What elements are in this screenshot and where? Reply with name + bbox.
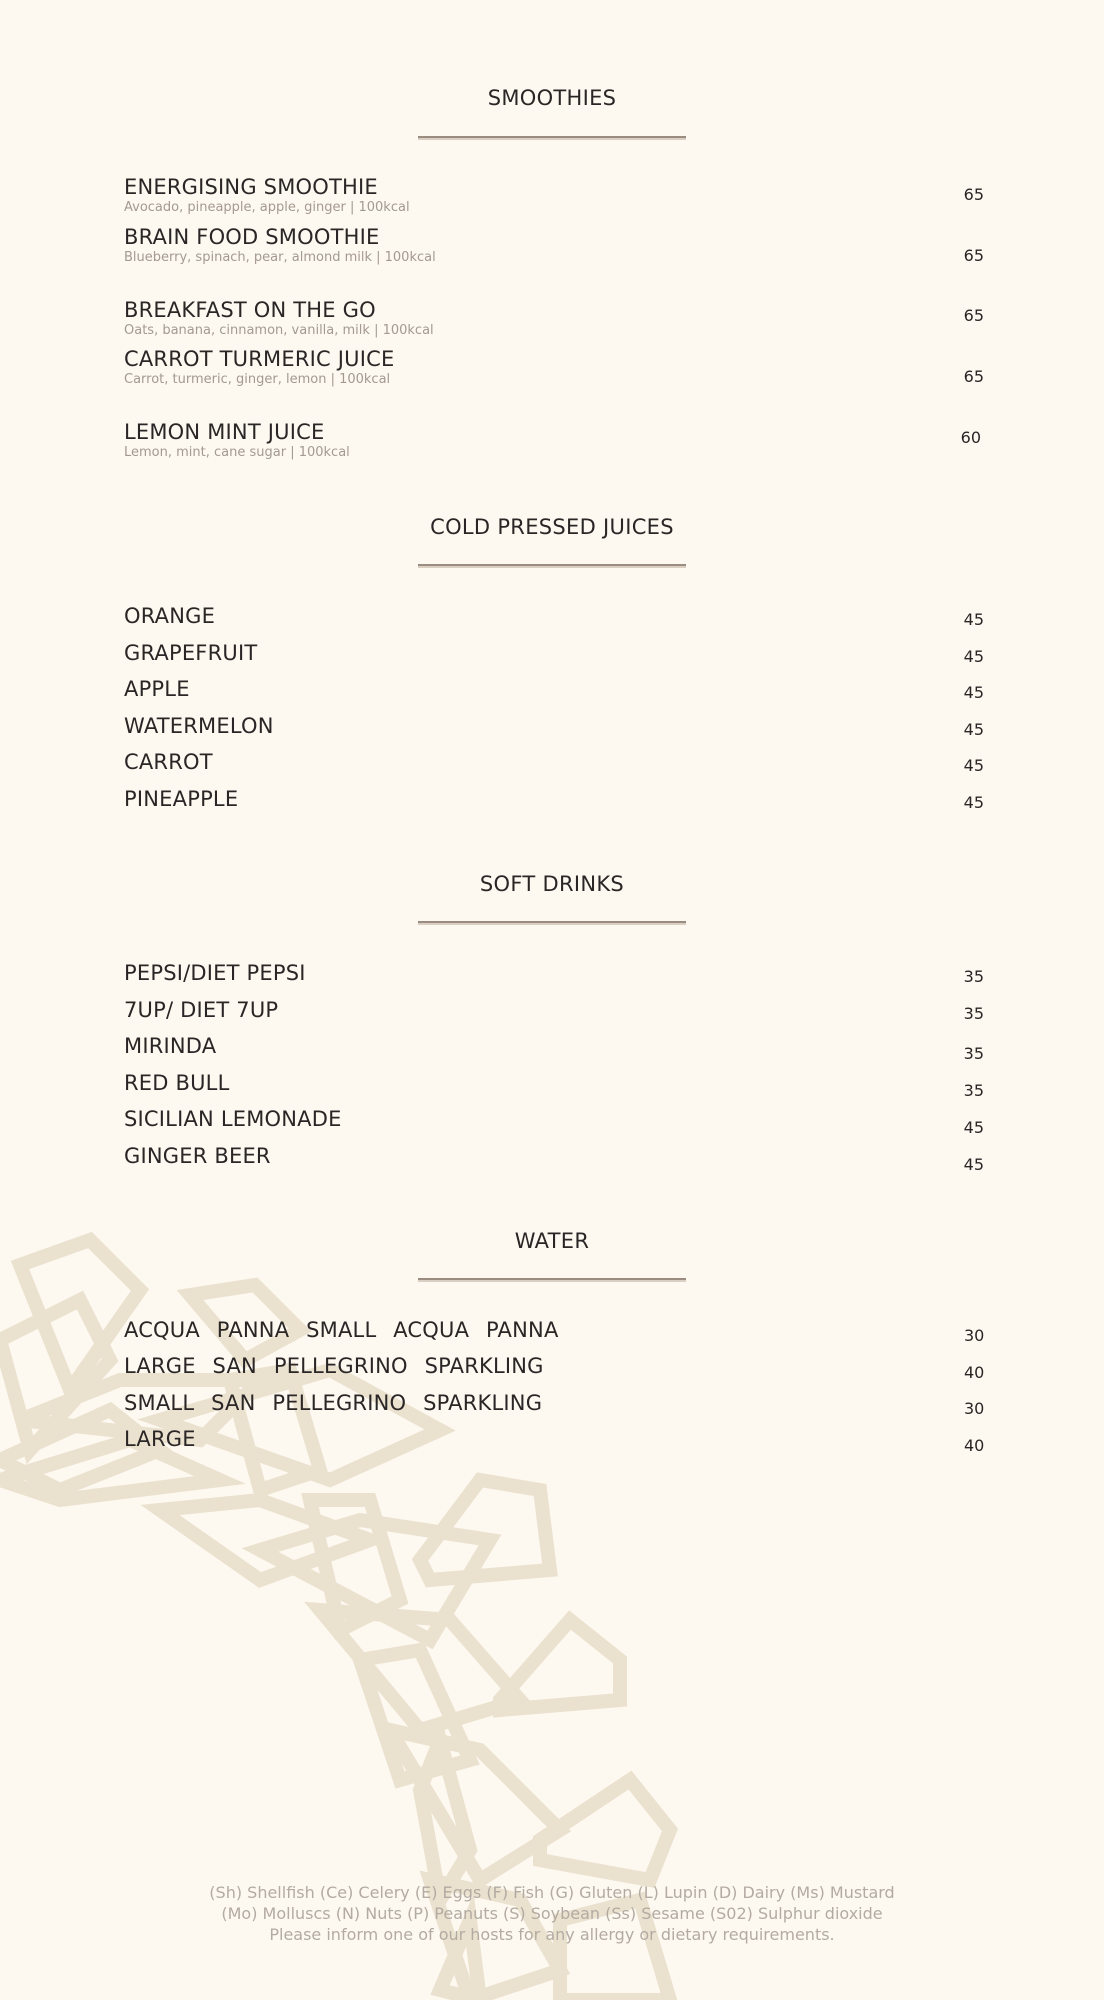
item-price: 45 <box>963 720 984 739</box>
item-price: 35 <box>963 967 984 986</box>
item-price: 45 <box>963 1155 984 1174</box>
item-price: 65 <box>963 185 984 204</box>
section-title-water: WATER <box>514 1229 590 1253</box>
item-name: ORANGE <box>124 604 216 628</box>
item-name: WATERMELON <box>124 714 274 738</box>
item-name: GINGER BEER <box>124 1144 271 1168</box>
item-name: LEMON MINT JUICE <box>124 420 325 444</box>
item-name: BREAKFAST ON THE GO <box>124 298 376 322</box>
item-price: 45 <box>963 647 984 666</box>
item-description: Avocado, pineapple, apple, ginger | 100kcal <box>124 200 410 215</box>
section-divider <box>418 136 686 138</box>
menu-item <box>124 714 984 738</box>
item-price: 65 <box>963 246 984 265</box>
menu-item <box>124 225 984 266</box>
item-price: 35 <box>963 1044 984 1063</box>
item-price: 65 <box>963 367 984 386</box>
menu-item <box>124 1034 984 1063</box>
item-name: GRAPEFRUIT <box>124 641 258 665</box>
item-description: Carrot, turmeric, ginger, lemon | 100kcal <box>124 372 391 387</box>
item-price: 45 <box>963 610 984 629</box>
item-price: 40 <box>964 1363 985 1382</box>
item-price: 35 <box>963 1081 984 1100</box>
section-divider <box>418 1278 686 1280</box>
item-name: CARROT <box>124 750 213 774</box>
item-name: BRAIN FOOD SMOOTHIE <box>124 225 380 249</box>
item-name: 7UP/ DIET 7UP <box>124 998 279 1022</box>
allergy-notice: Please inform one of our hosts for any allergy or dietary requirements. <box>269 1925 835 1944</box>
water-item-line: LARGE SAN PELLEGRINO SPARKLING <box>124 1354 544 1378</box>
item-description: Blueberry, spinach, pear, almond milk | 100kcal <box>124 250 436 265</box>
section-divider <box>418 921 686 923</box>
item-price: 30 <box>964 1399 985 1418</box>
item-name: RED BULL <box>124 1071 230 1095</box>
allergen-list-line: (Mo) Molluscs (N) Nuts (P) Peanuts (S) Soybean (Ss) Sesame (S02) Sulphur dioxide <box>221 1904 883 1923</box>
menu-item <box>124 641 984 665</box>
item-price: 45 <box>963 756 984 775</box>
water-item-line: SMALL SAN PELLEGRINO SPARKLING <box>124 1391 543 1415</box>
item-price: 65 <box>963 306 984 325</box>
item-name: ENERGISING SMOOTHIE <box>124 175 378 199</box>
item-name: CARROT TURMERIC JUICE <box>124 347 395 371</box>
item-name: PEPSI/DIET PEPSI <box>124 961 306 985</box>
menu-item <box>124 175 984 216</box>
menu-item <box>124 677 984 701</box>
menu-item <box>124 1107 984 1137</box>
menu-item <box>124 998 984 1022</box>
menu-item <box>124 347 984 388</box>
menu-item <box>124 750 984 774</box>
item-price: 45 <box>963 793 984 812</box>
item-price: 60 <box>960 428 981 447</box>
item-name: SICILIAN LEMONADE <box>124 1107 342 1131</box>
menu-item <box>124 787 984 811</box>
item-price: 35 <box>963 1004 984 1023</box>
menu-item <box>124 298 984 339</box>
section-divider <box>418 564 686 566</box>
section-title-soft-drinks: SOFT DRINKS <box>479 872 625 896</box>
water-item-line: ACQUA PANNA SMALL ACQUA PANNA <box>124 1318 559 1342</box>
menu-item <box>124 961 984 985</box>
menu-item <box>124 420 984 461</box>
item-description: Lemon, mint, cane sugar | 100kcal <box>124 445 350 460</box>
water-item-line: LARGE <box>124 1427 196 1451</box>
item-price: 45 <box>963 683 984 702</box>
menu-item <box>124 1071 984 1100</box>
item-price: 40 <box>964 1436 985 1455</box>
menu-item <box>124 1144 984 1174</box>
item-name: MIRINDA <box>124 1034 217 1058</box>
section-title-smoothies: SMOOTHIES <box>487 86 617 110</box>
allergen-list-line: (Sh) Shellfish (Ce) Celery (E) Eggs (F) Fish (G) Gluten (L) Lupin (D) Dairy (Ms) Mustard <box>209 1883 895 1902</box>
menu-item <box>124 604 984 628</box>
item-name: APPLE <box>124 677 190 701</box>
item-name: PINEAPPLE <box>124 787 239 811</box>
section-title-cold-pressed: COLD PRESSED JUICES <box>430 515 674 539</box>
item-price: 45 <box>963 1118 984 1137</box>
allergen-footer <box>0 1882 1104 1945</box>
item-description: Oats, banana, cinnamon, vanilla, milk | 100kcal <box>124 323 434 338</box>
item-price: 30 <box>964 1326 985 1345</box>
